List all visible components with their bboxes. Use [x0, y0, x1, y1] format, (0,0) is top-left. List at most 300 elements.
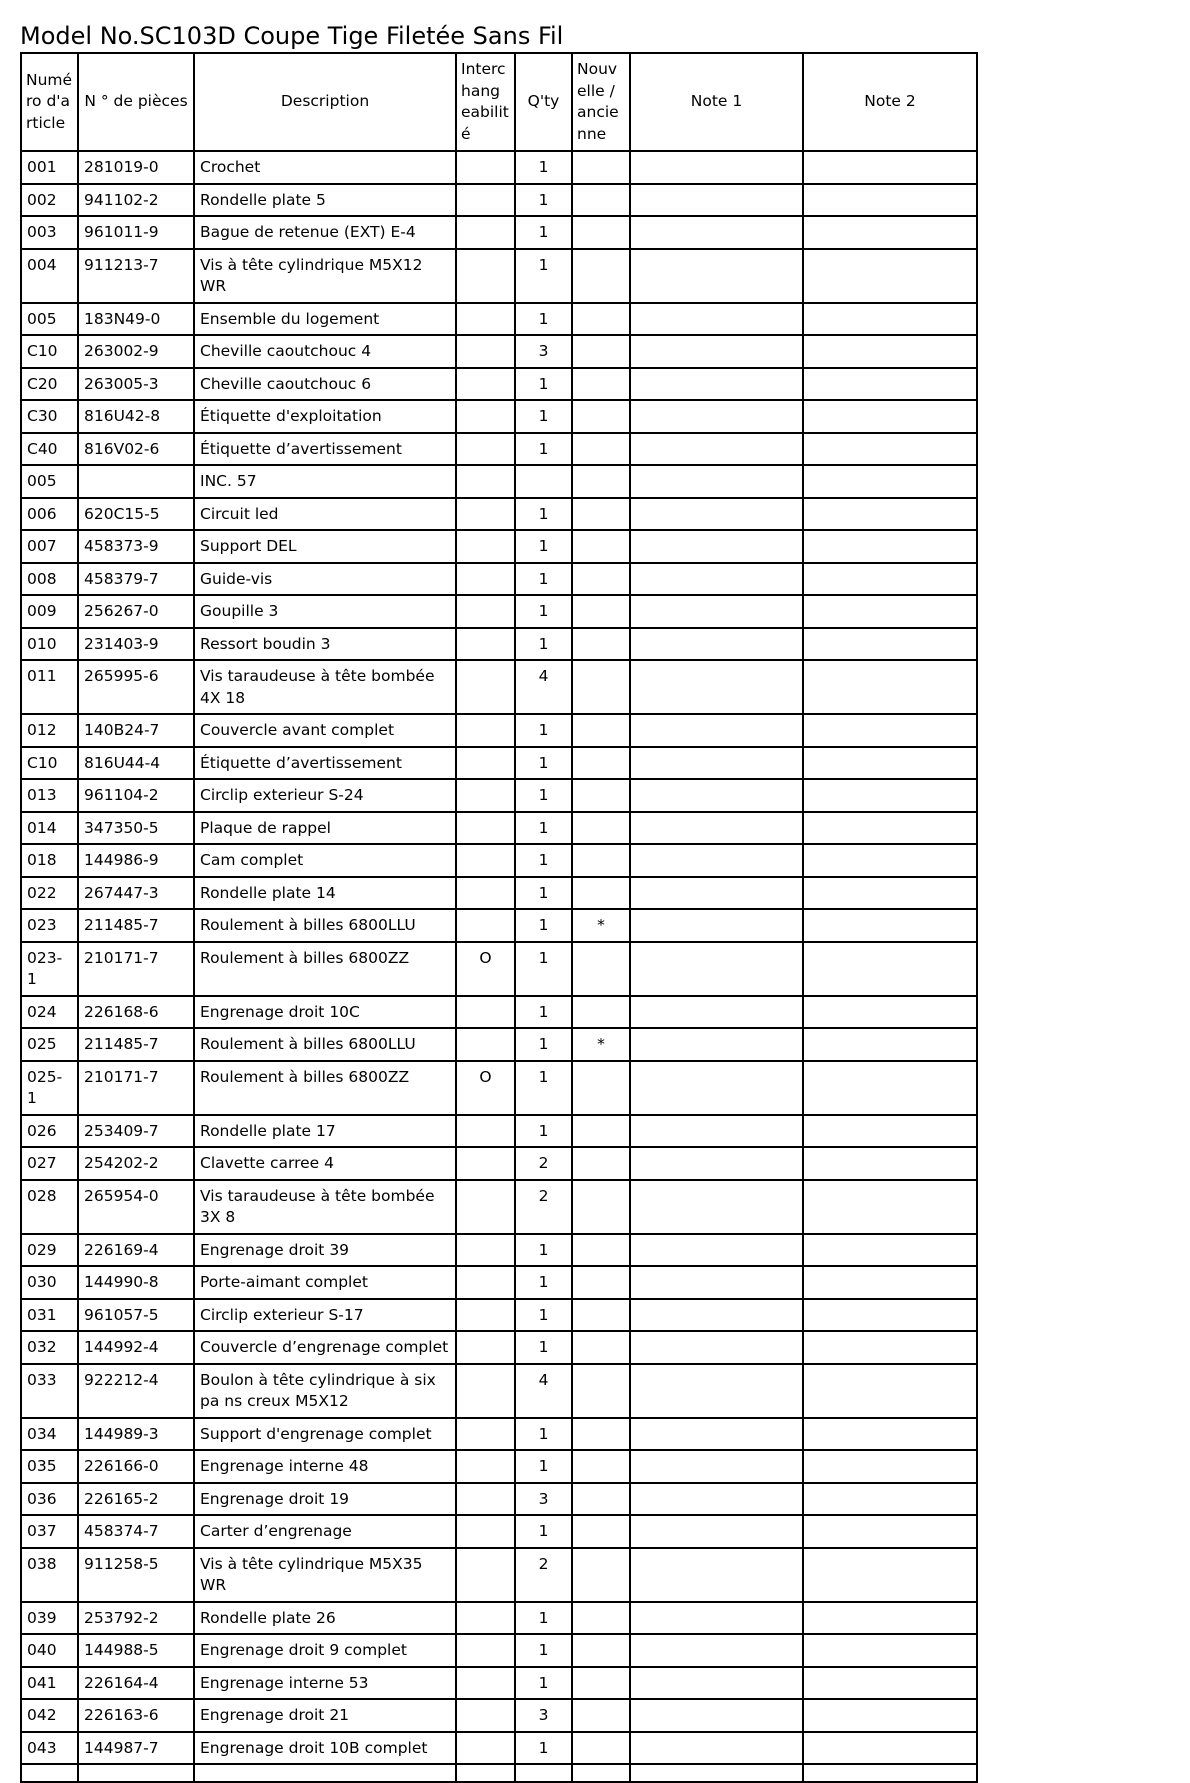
cell-note-2	[803, 812, 977, 845]
cell-interchangeability	[456, 628, 515, 661]
table-row	[21, 1061, 977, 1115]
table-row	[21, 1548, 977, 1602]
cell-quantity: 1	[515, 1515, 572, 1548]
cell-note-1	[630, 1764, 803, 1782]
cell-note-2	[803, 1732, 977, 1765]
cell-note-1	[630, 303, 803, 336]
cell-quantity: 1	[515, 942, 572, 996]
table-row	[21, 1602, 977, 1635]
column-header-interchangeability: Interc hang eabilit é	[456, 53, 515, 151]
cell-description: Rondelle plate 17	[194, 1115, 456, 1148]
cell-interchangeability	[456, 877, 515, 910]
table-row	[21, 151, 977, 184]
cell-part-number: 231403-9	[78, 628, 194, 661]
cell-quantity: 1	[515, 747, 572, 780]
cell-quantity: 1	[515, 779, 572, 812]
cell-note-1	[630, 595, 803, 628]
cell-interchangeability	[456, 1234, 515, 1267]
cell-note-1	[630, 1028, 803, 1061]
cell-note-1	[630, 1602, 803, 1635]
table-row	[21, 1299, 977, 1332]
cell-item-number: 029	[21, 1234, 78, 1267]
cell-note-2	[803, 1418, 977, 1451]
cell-new-old	[572, 1602, 630, 1635]
cell-part-number: 256267-0	[78, 595, 194, 628]
cell-note-2	[803, 595, 977, 628]
cell-description: Étiquette d’avertissement	[194, 747, 456, 780]
cell-interchangeability	[456, 1331, 515, 1364]
cell-quantity: 1	[515, 151, 572, 184]
cell-note-2	[803, 1061, 977, 1115]
cell-interchangeability	[456, 1634, 515, 1667]
cell-quantity: 1	[515, 498, 572, 531]
cell-quantity: 1	[515, 1299, 572, 1332]
cell-note-2	[803, 498, 977, 531]
cell-part-number: 941102-2	[78, 184, 194, 217]
cell-quantity: 1	[515, 1266, 572, 1299]
cell-quantity: 3	[515, 1699, 572, 1732]
cell-item-number: 040	[21, 1634, 78, 1667]
cell-part-number: 210171-7	[78, 942, 194, 996]
column-header-part-number: N ° de pièces	[78, 53, 194, 151]
cell-new-old	[572, 151, 630, 184]
cell-note-1	[630, 184, 803, 217]
cell-new-old	[572, 498, 630, 531]
table-row	[21, 1732, 977, 1765]
table-row	[21, 942, 977, 996]
cell-item-number: 014	[21, 812, 78, 845]
table-row	[21, 628, 977, 661]
column-header-note-1: Note 1	[630, 53, 803, 151]
cell-note-1	[630, 844, 803, 877]
cell-interchangeability	[456, 996, 515, 1029]
cell-interchangeability	[456, 779, 515, 812]
table-row	[21, 249, 977, 303]
cell-quantity: 1	[515, 996, 572, 1029]
cell-new-old	[572, 747, 630, 780]
table-row	[21, 1450, 977, 1483]
cell-quantity: 1	[515, 368, 572, 401]
cell-quantity	[515, 465, 572, 498]
cell-description: Circlip exterieur S-17	[194, 1299, 456, 1332]
cell-interchangeability	[456, 1450, 515, 1483]
cell-note-1	[630, 714, 803, 747]
cell-quantity: 1	[515, 714, 572, 747]
cell-part-number: 265954-0	[78, 1180, 194, 1234]
cell-new-old	[572, 1764, 630, 1782]
cell-note-1	[630, 812, 803, 845]
cell-quantity	[515, 1764, 572, 1782]
cell-interchangeability	[456, 1515, 515, 1548]
cell-note-1	[630, 400, 803, 433]
cell-note-2	[803, 996, 977, 1029]
cell-quantity: 1	[515, 1331, 572, 1364]
cell-quantity: 2	[515, 1147, 572, 1180]
cell-note-2	[803, 1028, 977, 1061]
cell-note-1	[630, 465, 803, 498]
cell-part-number: 267447-3	[78, 877, 194, 910]
cell-description: Couvercle d’engrenage complet	[194, 1331, 456, 1364]
table-row	[21, 1266, 977, 1299]
cell-item-number: 012	[21, 714, 78, 747]
cell-note-1	[630, 1515, 803, 1548]
cell-quantity: 1	[515, 303, 572, 336]
cell-item-number: C10	[21, 747, 78, 780]
cell-note-1	[630, 249, 803, 303]
table-row	[21, 465, 977, 498]
column-header-note-2: Note 2	[803, 53, 977, 151]
cell-description: Crochet	[194, 151, 456, 184]
cell-new-old	[572, 1483, 630, 1516]
cell-interchangeability	[456, 909, 515, 942]
cell-new-old	[572, 335, 630, 368]
table-row	[21, 530, 977, 563]
table-row	[21, 779, 977, 812]
cell-item-number: C20	[21, 368, 78, 401]
cell-note-1	[630, 1364, 803, 1418]
cell-description: Boulon à tête cylindrique à six pa ns creux M5X12	[194, 1364, 456, 1418]
cell-interchangeability	[456, 1483, 515, 1516]
cell-interchangeability	[456, 812, 515, 845]
cell-note-1	[630, 530, 803, 563]
cell-part-number: 253409-7	[78, 1115, 194, 1148]
cell-new-old	[572, 779, 630, 812]
cell-interchangeability	[456, 1299, 515, 1332]
cell-note-1	[630, 216, 803, 249]
cell-new-old	[572, 1299, 630, 1332]
cell-item-number: 001	[21, 151, 78, 184]
cell-description: Étiquette d’avertissement	[194, 433, 456, 466]
cell-description: Engrenage droit 39	[194, 1234, 456, 1267]
cell-interchangeability	[456, 1602, 515, 1635]
cell-part-number: 263005-3	[78, 368, 194, 401]
cell-description: Engrenage droit 10C	[194, 996, 456, 1029]
cell-note-2	[803, 1147, 977, 1180]
table-row	[21, 1234, 977, 1267]
cell-item-number: 023-1	[21, 942, 78, 996]
cell-note-2	[803, 909, 977, 942]
cell-note-1	[630, 1061, 803, 1115]
cell-item-number: 041	[21, 1667, 78, 1700]
cell-quantity: 2	[515, 1180, 572, 1234]
cell-note-1	[630, 996, 803, 1029]
cell-interchangeability	[456, 1028, 515, 1061]
cell-new-old: *	[572, 909, 630, 942]
cell-item-number: 002	[21, 184, 78, 217]
cell-note-2	[803, 433, 977, 466]
cell-interchangeability	[456, 1699, 515, 1732]
cell-interchangeability	[456, 747, 515, 780]
cell-description: Cheville caoutchouc 4	[194, 335, 456, 368]
cell-item-number: 031	[21, 1299, 78, 1332]
table-row	[21, 996, 977, 1029]
cell-note-2	[803, 1483, 977, 1516]
column-header-new-old: Nouv elle / ancie nne	[572, 53, 630, 151]
cell-quantity: 1	[515, 1634, 572, 1667]
cell-item-number: 006	[21, 498, 78, 531]
cell-note-2	[803, 1115, 977, 1148]
cell-note-2	[803, 1364, 977, 1418]
cell-description: Engrenage droit 9 complet	[194, 1634, 456, 1667]
cell-note-2	[803, 1764, 977, 1782]
table-row	[21, 1418, 977, 1451]
cell-interchangeability	[456, 433, 515, 466]
cell-new-old	[572, 1180, 630, 1234]
table-row	[21, 1180, 977, 1234]
cell-description	[194, 1764, 456, 1782]
column-header-quantity: Q'ty	[515, 53, 572, 151]
cell-note-2	[803, 660, 977, 714]
table-row	[21, 1764, 977, 1782]
table-row	[21, 1364, 977, 1418]
cell-item-number: 036	[21, 1483, 78, 1516]
cell-note-2	[803, 1331, 977, 1364]
cell-quantity: 3	[515, 1483, 572, 1516]
cell-description: Ressort boudin 3	[194, 628, 456, 661]
cell-new-old	[572, 216, 630, 249]
cell-note-2	[803, 1634, 977, 1667]
cell-note-2	[803, 303, 977, 336]
cell-note-1	[630, 1450, 803, 1483]
cell-new-old	[572, 563, 630, 596]
cell-note-1	[630, 368, 803, 401]
cell-quantity: 1	[515, 1115, 572, 1148]
cell-note-1	[630, 1299, 803, 1332]
cell-note-2	[803, 779, 977, 812]
cell-new-old	[572, 844, 630, 877]
cell-note-1	[630, 1634, 803, 1667]
cell-quantity: 1	[515, 1028, 572, 1061]
table-row	[21, 1115, 977, 1148]
cell-note-2	[803, 368, 977, 401]
cell-note-1	[630, 660, 803, 714]
cell-description: Roulement à billes 6800LLU	[194, 1028, 456, 1061]
cell-description: Cam complet	[194, 844, 456, 877]
cell-note-1	[630, 1180, 803, 1234]
cell-quantity: 1	[515, 1450, 572, 1483]
page-title: Model No.SC103D Coupe Tige Filetée Sans Fil	[20, 22, 564, 50]
cell-item-number: 024	[21, 996, 78, 1029]
cell-new-old	[572, 714, 630, 747]
cell-part-number: 263002-9	[78, 335, 194, 368]
cell-description: Roulement à billes 6800ZZ	[194, 942, 456, 996]
cell-note-1	[630, 779, 803, 812]
cell-note-2	[803, 747, 977, 780]
cell-part-number: 253792-2	[78, 1602, 194, 1635]
cell-item-number: 009	[21, 595, 78, 628]
cell-new-old	[572, 1699, 630, 1732]
cell-new-old	[572, 1418, 630, 1451]
cell-note-2	[803, 1234, 977, 1267]
cell-note-1	[630, 877, 803, 910]
cell-interchangeability	[456, 303, 515, 336]
cell-interchangeability	[456, 465, 515, 498]
cell-note-2	[803, 184, 977, 217]
cell-part-number: 816U42-8	[78, 400, 194, 433]
cell-quantity: 1	[515, 844, 572, 877]
cell-description: Vis à tête cylindrique M5X35 WR	[194, 1548, 456, 1602]
cell-description: Roulement à billes 6800LLU	[194, 909, 456, 942]
cell-description: Rondelle plate 5	[194, 184, 456, 217]
table-row	[21, 714, 977, 747]
table-row	[21, 563, 977, 596]
cell-item-number: 008	[21, 563, 78, 596]
cell-part-number: 144988-5	[78, 1634, 194, 1667]
cell-new-old	[572, 628, 630, 661]
cell-part-number: 911213-7	[78, 249, 194, 303]
cell-part-number: 144986-9	[78, 844, 194, 877]
cell-part-number: 265995-6	[78, 660, 194, 714]
cell-note-2	[803, 216, 977, 249]
cell-part-number: 226169-4	[78, 1234, 194, 1267]
cell-part-number: 961011-9	[78, 216, 194, 249]
cell-quantity: 4	[515, 1364, 572, 1418]
cell-new-old	[572, 877, 630, 910]
cell-quantity: 1	[515, 563, 572, 596]
cell-quantity: 1	[515, 877, 572, 910]
cell-description: Support DEL	[194, 530, 456, 563]
cell-interchangeability	[456, 595, 515, 628]
cell-note-2	[803, 714, 977, 747]
table-row	[21, 747, 977, 780]
cell-part-number: 922212-4	[78, 1364, 194, 1418]
cell-interchangeability	[456, 1418, 515, 1451]
cell-description: Vis taraudeuse à tête bombée 4X 18	[194, 660, 456, 714]
cell-part-number: 458374-7	[78, 1515, 194, 1548]
cell-interchangeability: O	[456, 942, 515, 996]
cell-note-2	[803, 249, 977, 303]
cell-description: Carter d’engrenage	[194, 1515, 456, 1548]
cell-item-number: 039	[21, 1602, 78, 1635]
cell-note-1	[630, 498, 803, 531]
cell-note-2	[803, 465, 977, 498]
cell-item-number: 042	[21, 1699, 78, 1732]
table-row	[21, 303, 977, 336]
cell-note-2	[803, 1602, 977, 1635]
table-row	[21, 498, 977, 531]
cell-description: Circlip exterieur S-24	[194, 779, 456, 812]
cell-interchangeability	[456, 498, 515, 531]
cell-new-old	[572, 660, 630, 714]
table-row	[21, 1028, 977, 1061]
cell-description: Clavette carree 4	[194, 1147, 456, 1180]
cell-interchangeability	[456, 1548, 515, 1602]
cell-interchangeability	[456, 660, 515, 714]
cell-description: Roulement à billes 6800ZZ	[194, 1061, 456, 1115]
cell-item-number: 018	[21, 844, 78, 877]
cell-note-2	[803, 877, 977, 910]
cell-quantity: 1	[515, 1234, 572, 1267]
cell-new-old	[572, 400, 630, 433]
table-row	[21, 1331, 977, 1364]
cell-note-1	[630, 1331, 803, 1364]
table-row	[21, 1515, 977, 1548]
cell-note-2	[803, 335, 977, 368]
cell-new-old	[572, 1364, 630, 1418]
cell-interchangeability	[456, 844, 515, 877]
cell-note-1	[630, 1115, 803, 1148]
table-row	[21, 400, 977, 433]
cell-item-number: C40	[21, 433, 78, 466]
table-row	[21, 368, 977, 401]
cell-note-1	[630, 1147, 803, 1180]
cell-description: Rondelle plate 14	[194, 877, 456, 910]
cell-new-old	[572, 1450, 630, 1483]
cell-part-number: 281019-0	[78, 151, 194, 184]
cell-note-2	[803, 942, 977, 996]
cell-item-number: 035	[21, 1450, 78, 1483]
cell-item-number: 007	[21, 530, 78, 563]
cell-note-2	[803, 400, 977, 433]
cell-note-1	[630, 151, 803, 184]
cell-interchangeability	[456, 1115, 515, 1148]
cell-quantity: 1	[515, 812, 572, 845]
cell-interchangeability	[456, 714, 515, 747]
table-row	[21, 1699, 977, 1732]
table-row	[21, 660, 977, 714]
cell-part-number: 254202-2	[78, 1147, 194, 1180]
cell-interchangeability	[456, 184, 515, 217]
cell-item-number: 028	[21, 1180, 78, 1234]
cell-new-old	[572, 1115, 630, 1148]
cell-quantity: 1	[515, 530, 572, 563]
cell-new-old	[572, 812, 630, 845]
cell-quantity: 1	[515, 595, 572, 628]
cell-part-number: 183N49-0	[78, 303, 194, 336]
cell-part-number: 211485-7	[78, 1028, 194, 1061]
cell-quantity: 1	[515, 1667, 572, 1700]
cell-new-old	[572, 942, 630, 996]
cell-part-number: 211485-7	[78, 909, 194, 942]
cell-quantity: 1	[515, 1061, 572, 1115]
cell-quantity: 1	[515, 909, 572, 942]
cell-part-number: 144989-3	[78, 1418, 194, 1451]
cell-note-1	[630, 433, 803, 466]
cell-quantity: 1	[515, 628, 572, 661]
cell-part-number: 347350-5	[78, 812, 194, 845]
cell-item-number: C30	[21, 400, 78, 433]
cell-part-number	[78, 465, 194, 498]
cell-item-number: 037	[21, 1515, 78, 1548]
cell-interchangeability	[456, 530, 515, 563]
cell-item-number: 023	[21, 909, 78, 942]
cell-interchangeability	[456, 151, 515, 184]
table-row	[21, 595, 977, 628]
cell-new-old	[572, 1147, 630, 1180]
cell-note-1	[630, 563, 803, 596]
cell-item-number: 033	[21, 1364, 78, 1418]
cell-note-2	[803, 1299, 977, 1332]
cell-interchangeability	[456, 1364, 515, 1418]
cell-item-number: 004	[21, 249, 78, 303]
cell-item-number: 025	[21, 1028, 78, 1061]
cell-description: INC. 57	[194, 465, 456, 498]
cell-new-old	[572, 249, 630, 303]
cell-item-number: 043	[21, 1732, 78, 1765]
cell-item-number: 027	[21, 1147, 78, 1180]
cell-description: Étiquette d'exploitation	[194, 400, 456, 433]
cell-item-number: 022	[21, 877, 78, 910]
cell-item-number: 038	[21, 1548, 78, 1602]
cell-description: Cheville caoutchouc 6	[194, 368, 456, 401]
cell-description: Plaque de rappel	[194, 812, 456, 845]
cell-quantity: 1	[515, 433, 572, 466]
column-header-item-number: Numé ro d'a rticle	[21, 53, 78, 151]
cell-quantity: 4	[515, 660, 572, 714]
cell-description: Engrenage droit 10B complet	[194, 1732, 456, 1765]
cell-part-number: 816V02-6	[78, 433, 194, 466]
cell-quantity: 1	[515, 216, 572, 249]
